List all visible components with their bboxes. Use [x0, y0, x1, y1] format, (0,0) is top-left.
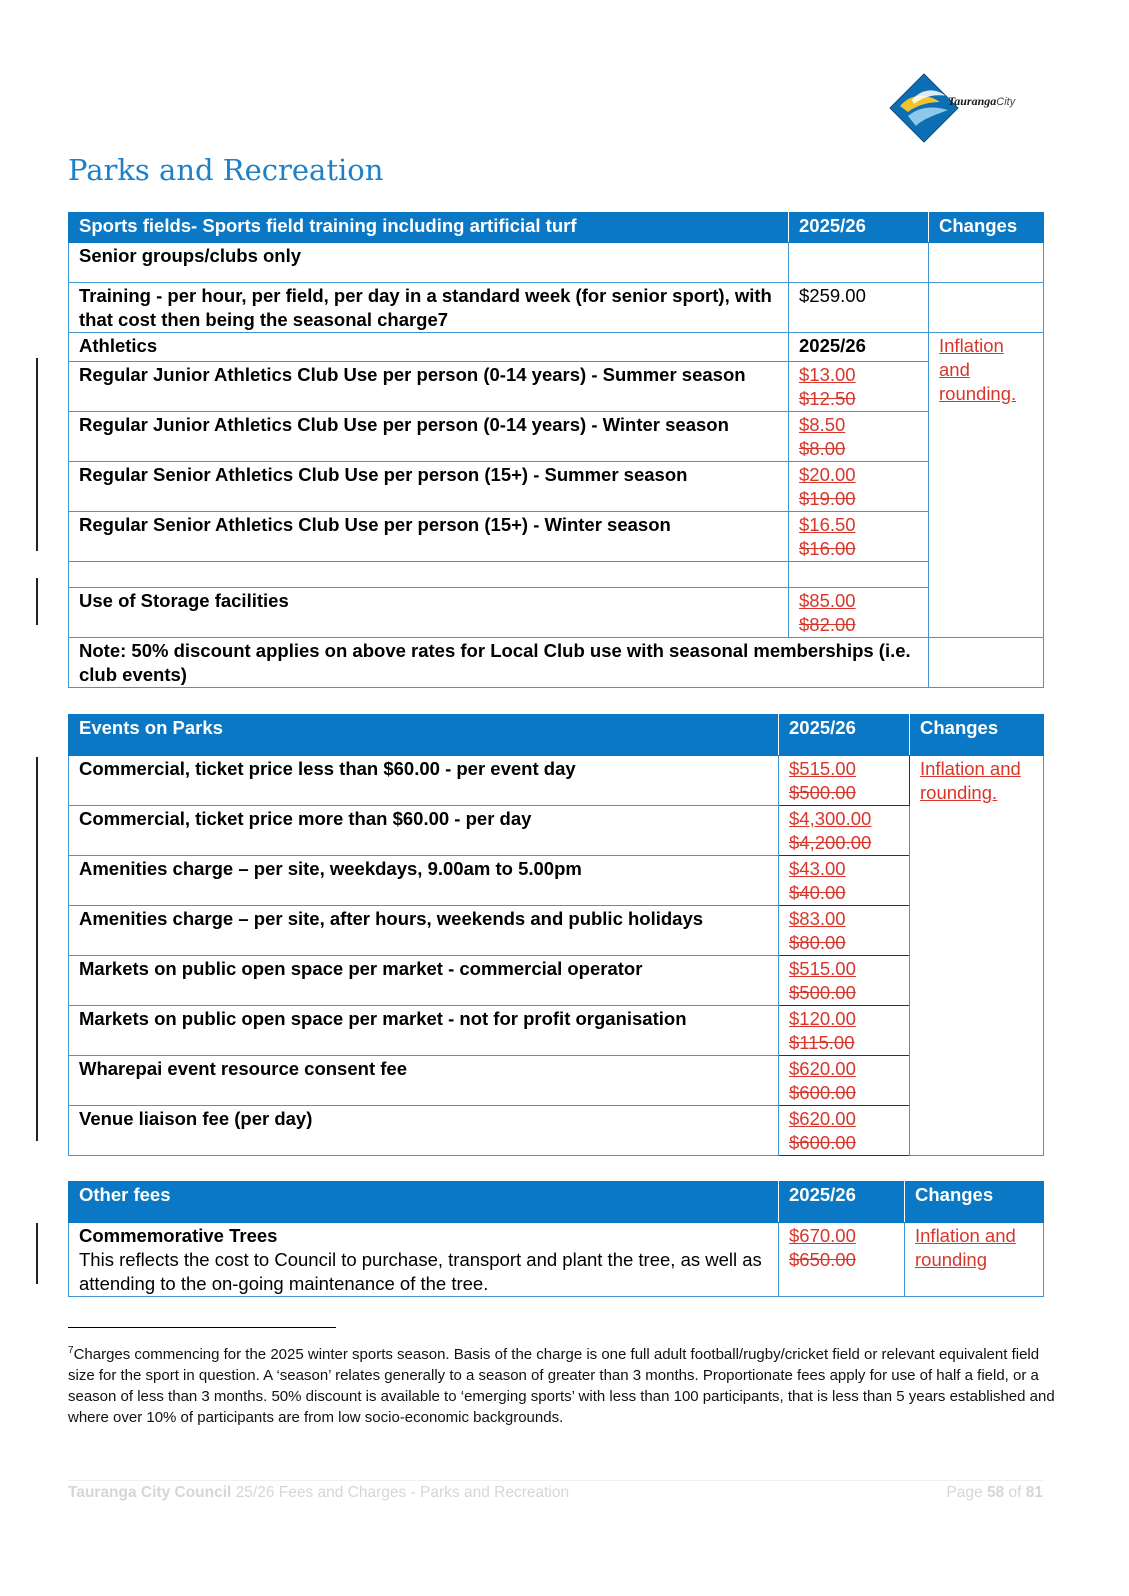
price: $8.50 $8.00: [789, 412, 929, 462]
table-row: [69, 283, 1044, 333]
footer-separator: [68, 1480, 1043, 1481]
table-row: [69, 588, 1044, 638]
table-row-empty: [69, 562, 1044, 588]
fee-title: Commemorative Trees: [79, 1225, 278, 1246]
table-row: [69, 638, 1044, 688]
footnote: [68, 1340, 1058, 1428]
changes-cell: [929, 333, 1044, 638]
row-label: Senior groups/clubs only: [69, 243, 789, 283]
table-row: [69, 512, 1044, 562]
column-header: 2025/26: [789, 213, 929, 243]
table-row: [69, 756, 1044, 806]
row-label: Use of Storage facilities: [69, 588, 789, 638]
price: $83.00 $80.00: [779, 906, 910, 956]
column-header: Events on Parks: [69, 715, 779, 756]
column-header: 2025/26: [779, 1182, 905, 1223]
table-row: [69, 362, 1044, 412]
other-fees-table: [68, 1181, 1044, 1297]
price: $515.00 $500.00: [779, 756, 910, 806]
row-label: Markets on public open space per market - commercial operator: [69, 956, 779, 1006]
row-label: Regular Senior Athletics Club Use per person (15+) - Summer season: [69, 462, 789, 512]
price: $670.00 $650.00: [779, 1223, 905, 1297]
changes-cell: [905, 1223, 1044, 1297]
price: $4,300.00 $4,200.00: [779, 806, 910, 856]
tauranga-city-logo: [888, 72, 1068, 146]
footer-document-info: [68, 1484, 569, 1502]
logo-diamond-icon: [888, 72, 960, 146]
discount-note: Note: 50% discount applies on above rates for Local Club use with seasonal memberships (i.e. club events): [69, 638, 929, 688]
column-header: Changes: [905, 1182, 1044, 1223]
price: $16.50 $16.00: [789, 512, 929, 562]
row-label: Wharepai event resource consent fee: [69, 1056, 779, 1106]
change-bar: [36, 578, 38, 625]
row-label: Venue liaison fee (per day): [69, 1106, 779, 1156]
change-bar: [36, 358, 38, 551]
table-header-row: [69, 213, 1044, 243]
table-row: [69, 1223, 1044, 1297]
row-label: Amenities charge – per site, after hours, weekends and public holidays: [69, 906, 779, 956]
footer-org: Tauranga City Council: [68, 1484, 232, 1501]
column-header: Changes: [929, 213, 1044, 243]
price: $120.00 $115.00: [779, 1006, 910, 1056]
price: $259.00: [789, 283, 929, 333]
price: $620.00 $600.00: [779, 1056, 910, 1106]
row-label: Markets on public open space per market - not for profit organisation: [69, 1006, 779, 1056]
column-header: Changes: [910, 715, 1044, 756]
table-header-row: [69, 715, 1044, 756]
table-row: [69, 462, 1044, 512]
changes-note: Inflation and rounding: [915, 1225, 1016, 1270]
changes-note: Inflation and rounding.: [939, 335, 1017, 404]
sports-fields-table: [68, 212, 1044, 688]
row-label: Commercial, ticket price less than $60.00 - per event day: [69, 756, 779, 806]
table-row: [69, 243, 1044, 283]
column-header: Other fees: [69, 1182, 779, 1223]
row-label: Amenities charge – per site, weekdays, 9.00am to 5.00pm: [69, 856, 779, 906]
change-bar: [36, 1223, 38, 1284]
table-row: [69, 1056, 1044, 1106]
row-label: Regular Junior Athletics Club Use per person (0-14 years) - Summer season: [69, 362, 789, 412]
table-row: [69, 806, 1044, 856]
price: $43.00 $40.00: [779, 856, 910, 906]
price: $620.00 $600.00: [779, 1106, 910, 1156]
fee-description: This reflects the cost to Council to purchase, transport and plant the tree, as well as attending to the on-going maintenance of the tree.: [79, 1249, 762, 1294]
column-header: Sports fields- Sports field training including artificial turf: [69, 213, 789, 243]
footnote-separator: [68, 1327, 336, 1328]
year-label: 2025/26: [789, 333, 929, 362]
price: $515.00 $500.00: [779, 956, 910, 1006]
table-row: [69, 1106, 1044, 1156]
table-row: [69, 956, 1044, 1006]
row-label: Commercial, ticket price more than $60.00 - per day: [69, 806, 779, 856]
change-bar: [36, 757, 38, 1141]
changes-cell: [910, 756, 1044, 1156]
table-row: [69, 333, 1044, 362]
table-row: [69, 412, 1044, 462]
table-row: [69, 1006, 1044, 1056]
footnote-text: Charges commencing for the 2025 winter sports season. Basis of the charge is one full adult football/rugby/cricket field or relevant equivalent field size for the sport in question. A ‘season’ relates generally to a season of greater than 3 months. Proportionate fees apply for use of half a field, or a season of less than 3 months. 50% discount is available to ‘emerging sports’ with less than 100 participants, that is less than 5 years established and where over 10% of participants are from low socio-economic backgrounds.: [68, 1346, 1055, 1426]
row-label: Training - per hour, per field, per day in a standard week (for senior sport), with that cost then being the seasonal charge7: [69, 283, 789, 333]
events-on-parks-table: [68, 714, 1044, 1156]
page-title: Parks and Recreation: [68, 153, 384, 187]
table-row: [69, 906, 1044, 956]
row-label: Regular Senior Athletics Club Use per person (15+) - Winter season: [69, 512, 789, 562]
changes-note: Inflation and rounding.: [920, 758, 1021, 803]
price: $20.00 $19.00: [789, 462, 929, 512]
row-label: [69, 1223, 779, 1297]
row-label: Regular Junior Athletics Club Use per person (0-14 years) - Winter season: [69, 412, 789, 462]
footnote-number: 7: [68, 1345, 74, 1356]
table-row: [69, 856, 1044, 906]
price: $13.00 $12.50: [789, 362, 929, 412]
table-header-row: [69, 1182, 1044, 1223]
logo-wordmark: TaurangaCity: [948, 94, 1016, 108]
footer-doc-title: 25/26 Fees and Charges - Parks and Recreation: [235, 1484, 570, 1501]
footer-page-number: Page 58 of 81: [946, 1484, 1043, 1501]
row-label: Athletics: [69, 333, 789, 362]
column-header: 2025/26: [779, 715, 910, 756]
price: $85.00 $82.00: [789, 588, 929, 638]
